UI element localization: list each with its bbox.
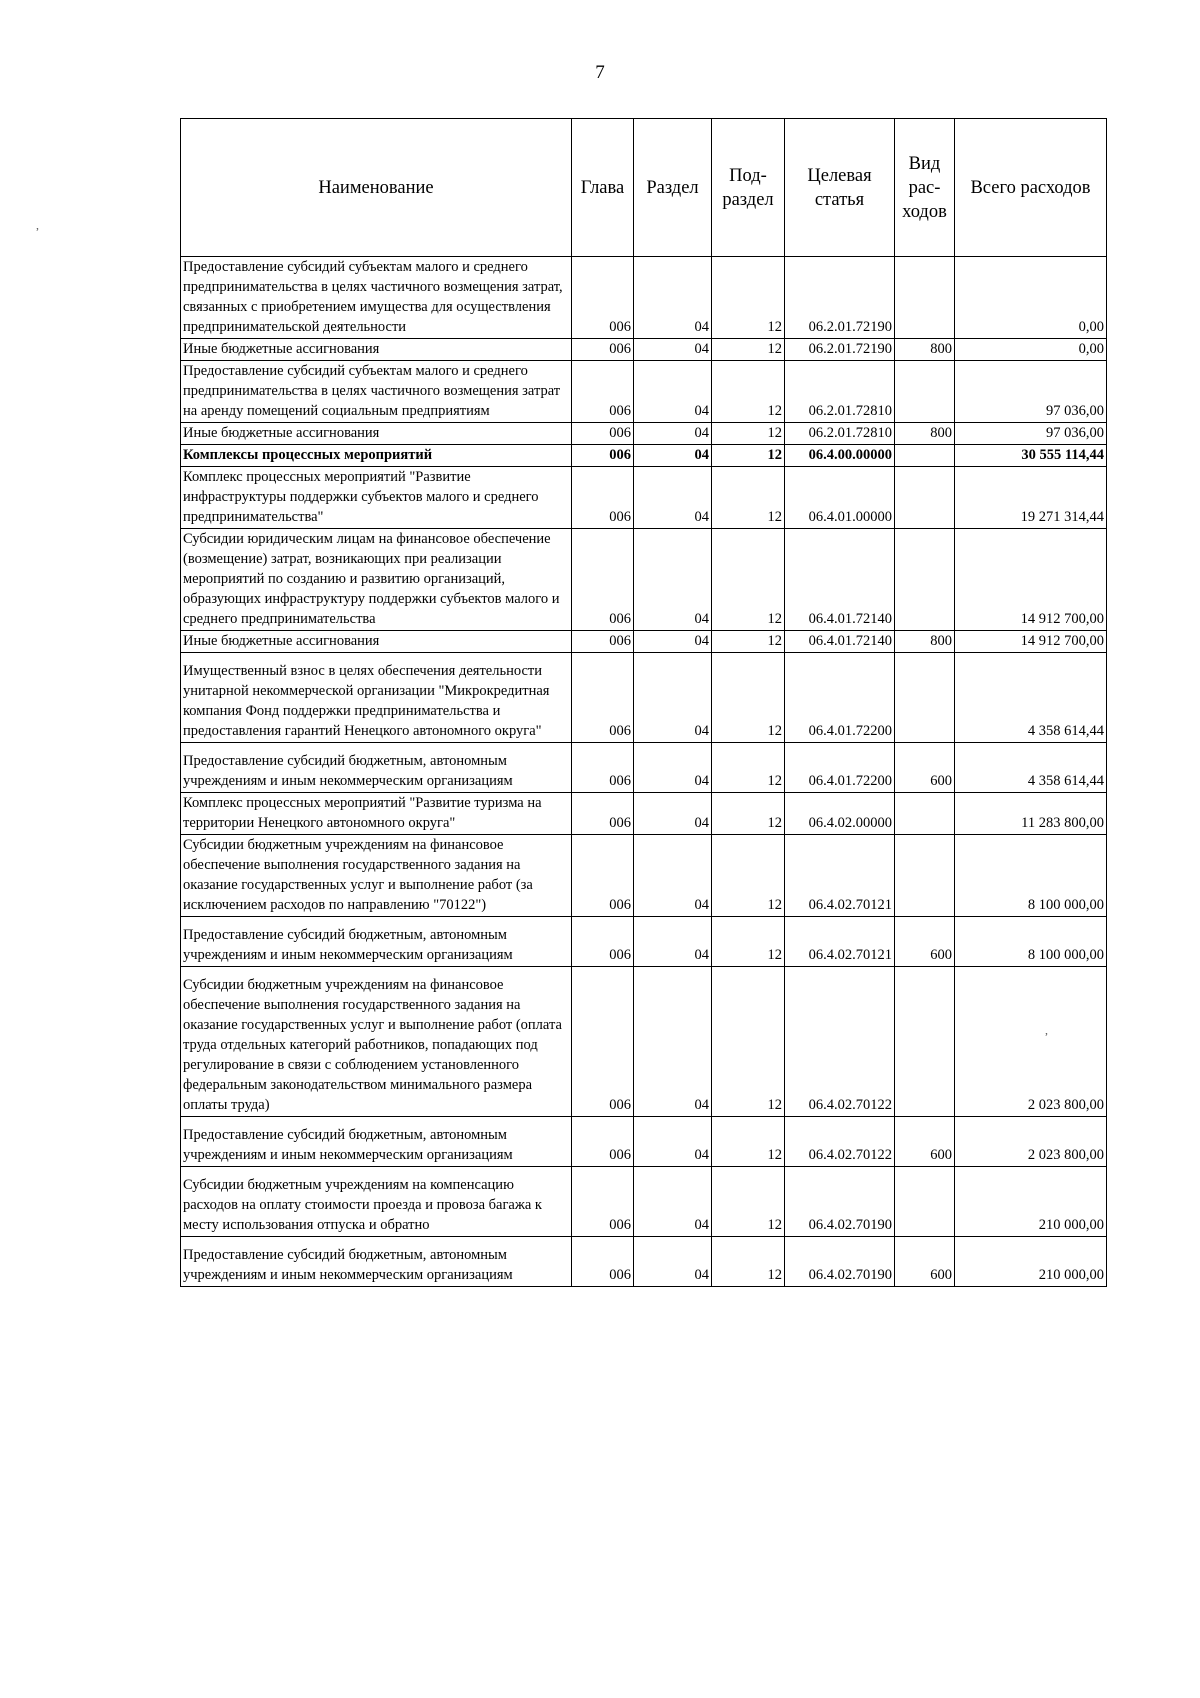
cell-expense-type: [895, 1167, 955, 1237]
cell-subsection: 12: [712, 793, 785, 835]
cell-total: 2 023 800,00: [955, 967, 1107, 1117]
cell-section: 04: [634, 631, 712, 653]
table-row: [181, 835, 1107, 917]
cell-subsection: 12: [712, 653, 785, 743]
cell-subsection: 12: [712, 467, 785, 529]
cell-expense-type: 600: [895, 917, 955, 967]
table-row: [181, 467, 1107, 529]
cell-section: 04: [634, 467, 712, 529]
cell-total: 210 000,00: [955, 1167, 1107, 1237]
table-row: [181, 917, 1107, 967]
table-row: [181, 423, 1107, 445]
cell-subsection: 12: [712, 423, 785, 445]
cell-section: 04: [634, 257, 712, 339]
cell-chapter: 006: [572, 1237, 634, 1287]
cell-total: 14 912 700,00: [955, 529, 1107, 631]
cell-name: Иные бюджетные ассигнования: [181, 423, 572, 445]
cell-name: Иные бюджетные ассигнования: [181, 339, 572, 361]
cell-total: 4 358 614,44: [955, 743, 1107, 793]
cell-total: 4 358 614,44: [955, 653, 1107, 743]
cell-subsection: 12: [712, 967, 785, 1117]
cell-subsection: 12: [712, 1117, 785, 1167]
cell-section: 04: [634, 917, 712, 967]
cell-total: 0,00: [955, 257, 1107, 339]
cell-name: Субсидии юридическим лицам на финансовое обеспечение (возмещение) затрат, возникающих при реализации мероприятий по созданию и развитию организаций, образующих инфраструктуру поддержки субъектов малого и среднего предпринимательства: [181, 529, 572, 631]
cell-total: 8 100 000,00: [955, 917, 1107, 967]
cell-total: 8 100 000,00: [955, 835, 1107, 917]
table-row: [181, 743, 1107, 793]
cell-name: Предоставление субсидий бюджетным, автономным учреждениям и иным некоммерческим организациям: [181, 1237, 572, 1287]
table-row: [181, 339, 1107, 361]
cell-target-article: 06.4.00.00000: [785, 445, 895, 467]
cell-target-article: 06.2.01.72190: [785, 257, 895, 339]
cell-chapter: 006: [572, 467, 634, 529]
column-header-section: Раздел: [634, 119, 712, 257]
cell-total: 19 271 314,44: [955, 467, 1107, 529]
cell-expense-type: 800: [895, 423, 955, 445]
budget-table-container: [180, 118, 1106, 1287]
column-header-name: Наименование: [181, 119, 572, 257]
cell-section: 04: [634, 1117, 712, 1167]
cell-chapter: 006: [572, 1167, 634, 1237]
cell-expense-type: [895, 445, 955, 467]
cell-target-article: 06.2.01.72190: [785, 339, 895, 361]
page-number: 7: [595, 62, 605, 83]
column-header-target-article: Целевая статья: [785, 119, 895, 257]
cell-subsection: 12: [712, 1167, 785, 1237]
cell-section: 04: [634, 967, 712, 1117]
cell-expense-type: 800: [895, 631, 955, 653]
cell-expense-type: 600: [895, 1237, 955, 1287]
budget-table: [180, 118, 1107, 1287]
cell-expense-type: 800: [895, 339, 955, 361]
cell-section: 04: [634, 1167, 712, 1237]
cell-target-article: 06.4.02.70122: [785, 967, 895, 1117]
table-row: [181, 529, 1107, 631]
cell-name: Иные бюджетные ассигнования: [181, 631, 572, 653]
table-body: [181, 257, 1107, 1287]
table-row: [181, 653, 1107, 743]
cell-name: Предоставление субсидий бюджетным, автономным учреждениям и иным некоммерческим организациям: [181, 743, 572, 793]
cell-expense-type: [895, 835, 955, 917]
cell-section: 04: [634, 361, 712, 423]
cell-chapter: 006: [572, 1117, 634, 1167]
cell-chapter: 006: [572, 339, 634, 361]
cell-total: 0,00: [955, 339, 1107, 361]
cell-name: Предоставление субсидий бюджетным, автономным учреждениям и иным некоммерческим организациям: [181, 1117, 572, 1167]
cell-subsection: 12: [712, 743, 785, 793]
cell-chapter: 006: [572, 423, 634, 445]
table-row: [181, 445, 1107, 467]
cell-expense-type: [895, 257, 955, 339]
column-header-total: Всего расходов: [955, 119, 1107, 257]
table-row: [181, 631, 1107, 653]
cell-subsection: 12: [712, 835, 785, 917]
cell-chapter: 006: [572, 793, 634, 835]
cell-chapter: 006: [572, 529, 634, 631]
cell-target-article: 06.4.02.70121: [785, 835, 895, 917]
cell-expense-type: [895, 361, 955, 423]
table-row: [181, 793, 1107, 835]
column-header-chapter: Глава: [572, 119, 634, 257]
cell-subsection: 12: [712, 257, 785, 339]
cell-name: Предоставление субсидий субъектам малого и среднего предпринимательства в целях частичного возмещения затрат, связанных с приобретением имущества для осуществления предпринимательской деятельности: [181, 257, 572, 339]
cell-section: 04: [634, 1237, 712, 1287]
cell-section: 04: [634, 793, 712, 835]
cell-expense-type: 600: [895, 743, 955, 793]
table-header-row: [181, 119, 1107, 257]
cell-target-article: 06.4.02.70121: [785, 917, 895, 967]
cell-section: 04: [634, 835, 712, 917]
cell-chapter: 006: [572, 257, 634, 339]
scan-speck: ,: [36, 218, 39, 232]
table-row: [181, 1167, 1107, 1237]
cell-total: 97 036,00: [955, 361, 1107, 423]
cell-subsection: 12: [712, 445, 785, 467]
cell-total: 210 000,00: [955, 1237, 1107, 1287]
cell-target-article: 06.4.01.72200: [785, 653, 895, 743]
cell-section: 04: [634, 339, 712, 361]
cell-section: 04: [634, 653, 712, 743]
cell-target-article: 06.2.01.72810: [785, 361, 895, 423]
table-row: [181, 1237, 1107, 1287]
cell-subsection: 12: [712, 339, 785, 361]
cell-total: 2 023 800,00: [955, 1117, 1107, 1167]
cell-chapter: 006: [572, 835, 634, 917]
cell-expense-type: [895, 529, 955, 631]
cell-section: 04: [634, 743, 712, 793]
cell-expense-type: 600: [895, 1117, 955, 1167]
cell-target-article: 06.4.02.70190: [785, 1167, 895, 1237]
cell-chapter: 006: [572, 445, 634, 467]
cell-total: 97 036,00: [955, 423, 1107, 445]
cell-chapter: 006: [572, 631, 634, 653]
cell-name: Предоставление субсидий субъектам малого и среднего предпринимательства в целях частичного возмещения затрат на аренду помещений социальным предприятиям: [181, 361, 572, 423]
cell-subsection: 12: [712, 1237, 785, 1287]
column-header-expense-type: Вид рас-ходов: [895, 119, 955, 257]
cell-chapter: 006: [572, 743, 634, 793]
table-row: [181, 967, 1107, 1117]
cell-subsection: 12: [712, 631, 785, 653]
cell-target-article: 06.4.01.00000: [785, 467, 895, 529]
cell-name: Предоставление субсидий бюджетным, автономным учреждениям и иным некоммерческим организациям: [181, 917, 572, 967]
cell-name: Комплекс процессных мероприятий "Развитие туризма на территории Ненецкого автономного округа": [181, 793, 572, 835]
cell-subsection: 12: [712, 361, 785, 423]
cell-target-article: 06.4.01.72140: [785, 631, 895, 653]
cell-target-article: 06.4.02.70190: [785, 1237, 895, 1287]
cell-name: Имущественный взнос в целях обеспечения деятельности унитарной некоммерческой организации "Микрокредитная компания Фонд поддержки предпринимательства и предоставления гарантий Ненецкого автономного округа": [181, 653, 572, 743]
cell-expense-type: [895, 793, 955, 835]
cell-target-article: 06.4.02.00000: [785, 793, 895, 835]
cell-subsection: 12: [712, 529, 785, 631]
cell-target-article: 06.4.01.72140: [785, 529, 895, 631]
table-row: [181, 1117, 1107, 1167]
table-row: [181, 257, 1107, 339]
cell-expense-type: [895, 653, 955, 743]
scan-speck: ,: [1045, 1023, 1048, 1037]
table-row: [181, 361, 1107, 423]
cell-total: 30 555 114,44: [955, 445, 1107, 467]
cell-section: 04: [634, 445, 712, 467]
cell-total: 14 912 700,00: [955, 631, 1107, 653]
column-header-subsection: Под-раздел: [712, 119, 785, 257]
cell-section: 04: [634, 423, 712, 445]
cell-name: Субсидии бюджетным учреждениям на компенсацию расходов на оплату стоимости проезда и провоза багажа к месту использования отпуска и обратно: [181, 1167, 572, 1237]
cell-chapter: 006: [572, 361, 634, 423]
cell-chapter: 006: [572, 967, 634, 1117]
cell-expense-type: [895, 967, 955, 1117]
cell-target-article: 06.2.01.72810: [785, 423, 895, 445]
cell-name: Комплекс процессных мероприятий "Развитие инфраструктуры поддержки субъектов малого и среднего предпринимательства": [181, 467, 572, 529]
cell-chapter: 006: [572, 653, 634, 743]
cell-name: Субсидии бюджетным учреждениям на финансовое обеспечение выполнения государственного задания на оказание государственных услуг и выполнение работ (оплата труда отдельных категорий работников, попадающих под регулирование в связи с соблюдением установленного федеральным законодательством минимального размера оплаты труда): [181, 967, 572, 1117]
cell-subsection: 12: [712, 917, 785, 967]
cell-section: 04: [634, 529, 712, 631]
cell-total: 11 283 800,00: [955, 793, 1107, 835]
cell-expense-type: [895, 467, 955, 529]
cell-target-article: 06.4.02.70122: [785, 1117, 895, 1167]
cell-target-article: 06.4.01.72200: [785, 743, 895, 793]
cell-name: Субсидии бюджетным учреждениям на финансовое обеспечение выполнения государственного задания на оказание государственных услуг и выполнение работ (за исключением расходов по направлению "70122"): [181, 835, 572, 917]
cell-chapter: 006: [572, 917, 634, 967]
cell-name: Комплексы процессных мероприятий: [181, 445, 572, 467]
